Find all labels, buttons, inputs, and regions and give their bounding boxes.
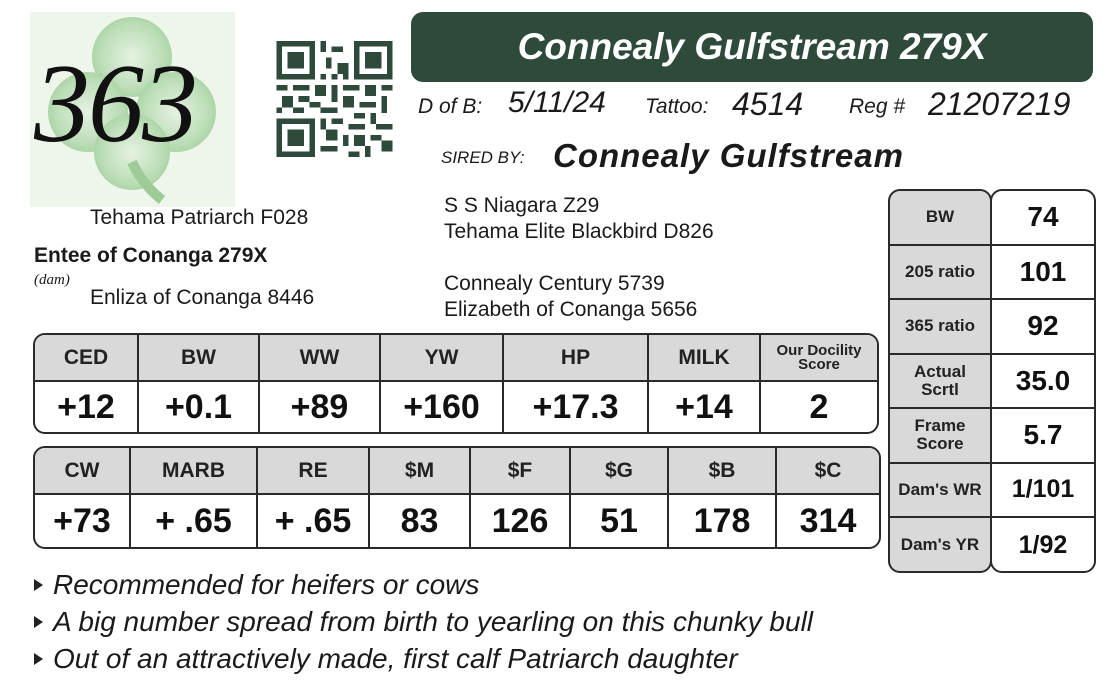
note-text: A big number spread from birth to yearling on this chunky bull	[53, 605, 814, 637]
note-item	[34, 640, 813, 677]
note-item	[34, 566, 813, 603]
animal-name: Connealy Gulfstream 279X	[517, 26, 987, 67]
side-stats-table	[888, 189, 1096, 573]
epd-header-ced: CED	[35, 335, 139, 380]
note-text: Recommended for heifers or cows	[53, 568, 480, 600]
epd-value-ced: +12	[35, 382, 139, 432]
side-value-scrotal: 35.0	[992, 355, 1094, 410]
qr-code-icon	[276, 41, 393, 157]
side-value-bw: 74	[992, 191, 1094, 246]
epd-value-milk: +14	[649, 382, 761, 432]
epd-value-ww: +89	[260, 382, 381, 432]
epd-value-docility: 2	[809, 387, 829, 426]
epd-table-2	[33, 446, 881, 549]
epd-header-c: $C	[814, 458, 842, 482]
side-value-dams-yr: 1/92	[1018, 530, 1068, 559]
dob-label: D of B:	[418, 95, 483, 118]
note-text: Out of an attractively made, first calf Patriarch daughter	[53, 642, 738, 674]
side-value-365-ratio: 92	[992, 300, 1094, 355]
dam-dam: Enliza of Conanga 8446	[90, 286, 315, 309]
triangle-bullet-icon	[34, 653, 43, 665]
epd-value-bw: +0.1	[139, 382, 260, 432]
title-bar	[411, 12, 1093, 82]
epd-value-b: 178	[669, 495, 777, 547]
side-stats-values	[990, 189, 1096, 573]
lot-number: 363	[34, 42, 196, 166]
side-value-dams-wr: 1/101	[992, 464, 1094, 519]
epd-table-1	[33, 333, 879, 434]
epd-value-re: + .65	[258, 495, 370, 547]
epd-header-g: $G	[571, 448, 669, 493]
triangle-bullet-icon	[34, 579, 43, 591]
epd-header-marb: MARB	[131, 448, 258, 493]
epd-header-cw: CW	[35, 448, 131, 493]
tattoo-label: Tattoo:	[645, 95, 709, 118]
epd-table-2-values	[35, 495, 879, 547]
reg-label: Reg #	[849, 95, 906, 118]
side-label-205-ratio: 205 ratio	[890, 246, 990, 301]
epd-header-re: RE	[258, 448, 370, 493]
side-value-205-ratio: 101	[992, 246, 1094, 301]
epd-header-milk: MILK	[649, 335, 761, 380]
sire-dam: Tehama Elite Blackbird D826	[444, 220, 714, 243]
notes-list	[34, 566, 813, 677]
epd-header-b: $B	[669, 448, 777, 493]
epd-table-1-header	[35, 335, 877, 382]
epd-value-f: 126	[471, 495, 571, 547]
epd-header-hp: HP	[504, 335, 649, 380]
epd-header-bw: BW	[139, 335, 260, 380]
side-value-frame-score: 5.7	[992, 409, 1094, 464]
sired-by-label: SIRED BY:	[441, 148, 525, 167]
epd-value-yw: +160	[381, 382, 504, 432]
side-stats-labels	[888, 189, 992, 573]
triangle-bullet-icon	[34, 616, 43, 628]
epd-value-cw: +73	[35, 495, 131, 547]
epd-value-g: 51	[571, 495, 669, 547]
epd-header-ww: WW	[260, 335, 381, 380]
side-label-dams-wr: Dam's WR	[890, 464, 990, 519]
tattoo-value: 4514	[732, 86, 804, 122]
dam-sire-dam: Elizabeth of Conanga 5656	[444, 298, 698, 321]
side-label-dams-yr: Dam's YR	[900, 535, 980, 555]
side-label-bw: BW	[890, 191, 990, 246]
info-row	[418, 86, 1098, 126]
epd-value-hp: +17.3	[504, 382, 649, 432]
epd-table-2-header	[35, 448, 879, 495]
dam-name: Entee of Conanga 279X	[34, 244, 268, 267]
epd-header-docility: Our Docility Score	[776, 341, 862, 373]
epd-table-1-values	[35, 382, 877, 432]
side-label-365-ratio: 365 ratio	[890, 300, 990, 355]
dam-sire-sire: Connealy Century 5739	[444, 272, 665, 295]
reg-value: 21207219	[928, 86, 1071, 122]
dam-sire: Tehama Patriarch F028	[90, 206, 309, 229]
epd-header-m: $M	[370, 448, 471, 493]
dam-note: (dam)	[34, 272, 70, 288]
epd-value-marb: + .65	[131, 495, 258, 547]
sire-sire: S S Niagara Z29	[444, 194, 600, 217]
sired-by-value: Connealy Gulfstream	[553, 137, 904, 174]
epd-header-yw: YW	[381, 335, 504, 380]
dob-value: 5/11/24	[508, 86, 606, 119]
epd-header-f: $F	[471, 448, 571, 493]
epd-value-m: 83	[370, 495, 471, 547]
side-label-scrotal: Actual Scrtl	[890, 355, 990, 410]
side-label-frame-score: Frame Score	[890, 409, 990, 464]
note-item	[34, 603, 813, 640]
epd-value-c: 314	[799, 501, 857, 540]
